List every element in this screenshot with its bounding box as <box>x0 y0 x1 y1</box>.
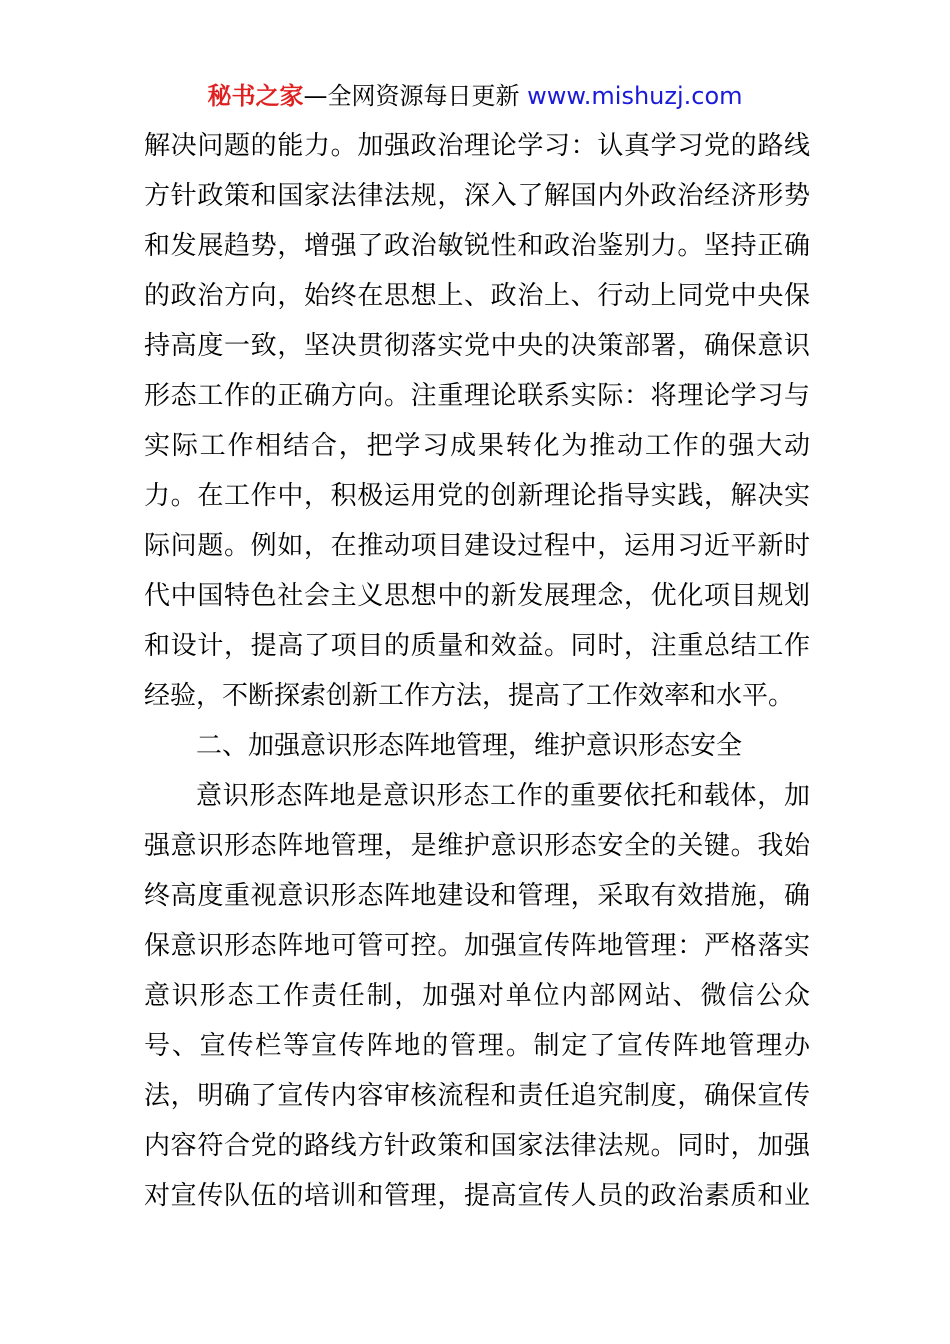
paragraph-line: 经验，不断探索创新工作方法，提高了工作效率和水平。 <box>144 681 795 711</box>
paragraph-line: 法，明确了宣传内容审核流程和责任追究制度，确保宣传 <box>144 1081 810 1111</box>
paragraph-line: 实际工作相结合，把学习成果转化为推动工作的强大动 <box>144 431 810 461</box>
paragraph-line: 意识形态工作责任制，加强对单位内部网站、微信公众 <box>144 981 810 1011</box>
paragraph-line: 际问题。例如，在推动项目建设过程中，运用习近平新时 <box>144 531 810 561</box>
paragraph-line: 和设计，提高了项目的质量和效益。同时，注重总结工作 <box>144 631 810 661</box>
paragraph-line: 对宣传队伍的培训和管理，提高宣传人员的政治素质和业 <box>144 1181 810 1211</box>
paragraph-line: 持高度一致，坚决贯彻落实党中央的决策部署，确保意识 <box>144 331 810 361</box>
site-brand: 秘书之家 <box>207 82 304 110</box>
paragraph-line: 意识形态阵地是意识形态工作的重要依托和载体，加 <box>196 781 810 811</box>
paragraph-line: 的政治方向，始终在思想上、政治上、行动上同党中央保 <box>144 281 810 311</box>
paragraph-line: 代中国特色社会主义思想中的新发展理念，优化项目规划 <box>144 581 810 611</box>
paragraph-line: 和发展趋势，增强了政治敏锐性和政治鉴别力。坚持正确 <box>144 231 810 261</box>
site-slogan: —全网资源每日更新 <box>303 82 528 110</box>
paragraph-line: 内容符合党的路线方针政策和国家法律法规。同时，加强 <box>144 1131 810 1161</box>
document-body <box>144 121 810 1221</box>
paragraph-line: 形态工作的正确方向。注重理论联系实际：将理论学习与 <box>144 381 810 411</box>
paragraph-line: 保意识形态阵地可管可控。加强宣传阵地管理：严格落实 <box>144 931 810 961</box>
site-url-link[interactable]: www.mishuzj.com <box>527 82 743 110</box>
paragraph-line: 方针政策和国家法律法规，深入了解国内外政治经济形势 <box>144 181 810 211</box>
paragraph-line: 力。在工作中，积极运用党的创新理论指导实践，解决实 <box>144 481 810 511</box>
paragraph-line: 终高度重视意识形态阵地建设和管理，采取有效措施，确 <box>144 881 810 911</box>
paragraph-line: 强意识形态阵地管理，是维护意识形态安全的关键。我始 <box>144 831 810 861</box>
paragraph-line: 解决问题的能力。加强政治理论学习：认真学习党的路线 <box>144 131 810 161</box>
paragraph-line: 号、宣传栏等宣传阵地的管理。制定了宣传阵地管理办 <box>144 1031 810 1061</box>
site-header <box>0 80 950 112</box>
section-heading: 二、加强意识形态阵地管理，维护意识形态安全 <box>196 731 743 761</box>
